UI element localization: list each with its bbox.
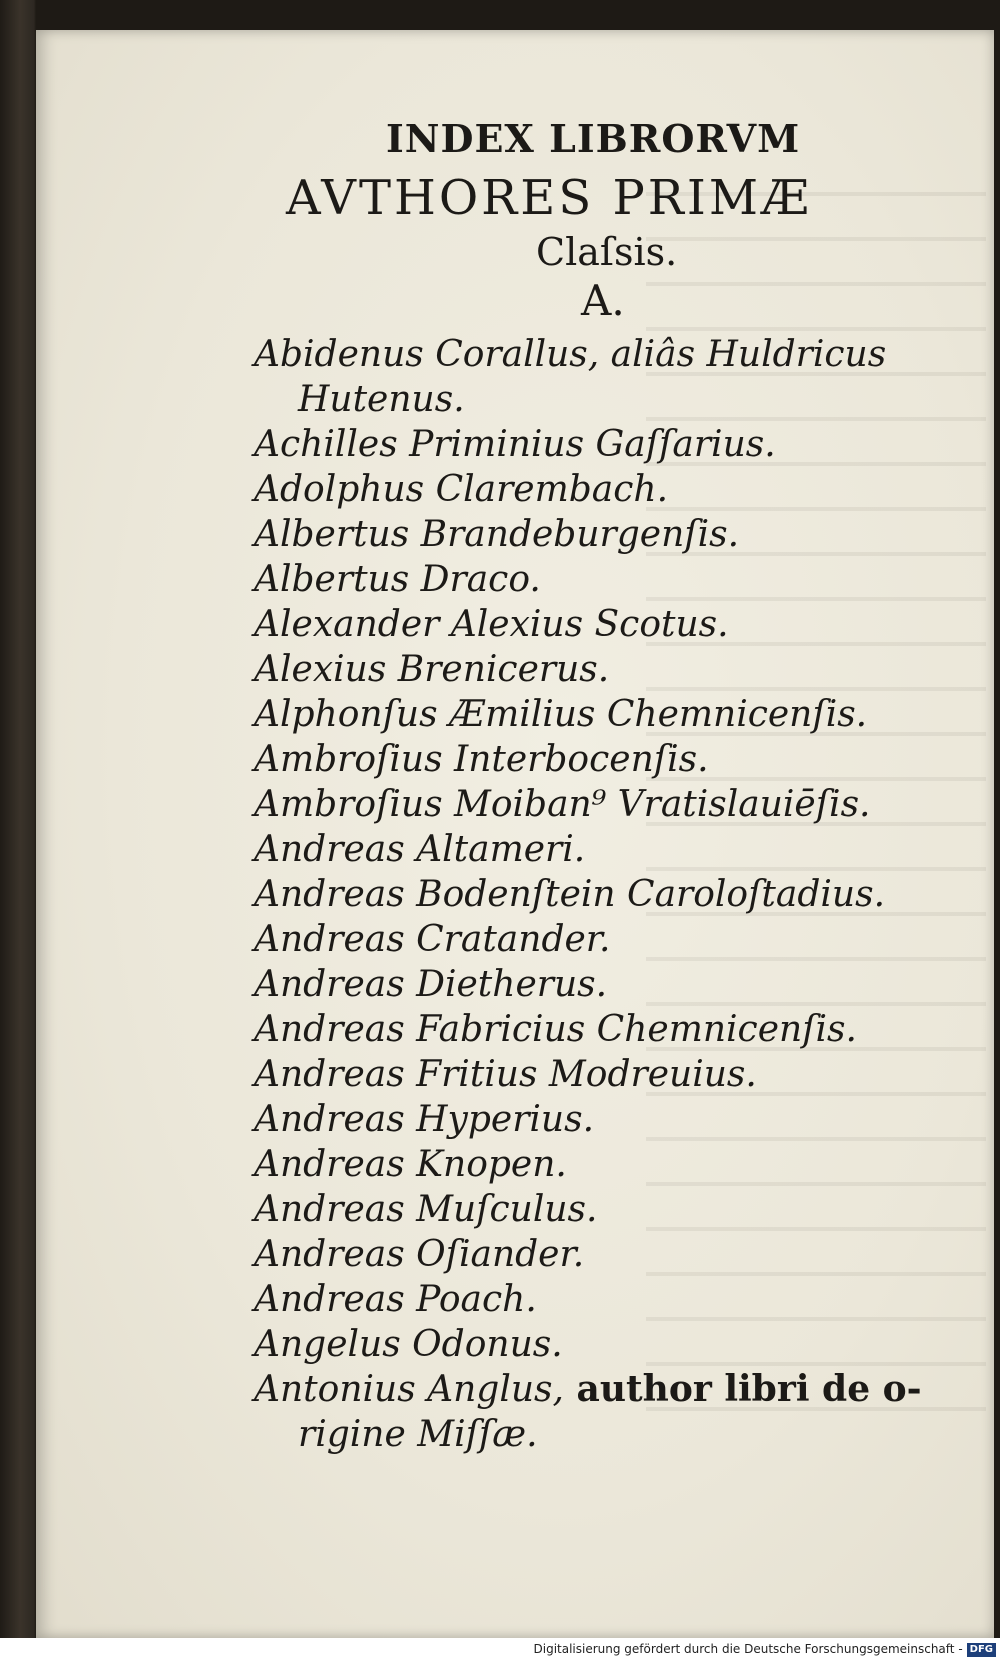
entry-annotation: author libri de o- — [563, 1368, 922, 1410]
section-subtitle: Claſsis. — [536, 230, 678, 274]
author-name: Andreas Hyperius. — [254, 1099, 595, 1140]
entry-continuation: Hutenus. — [298, 379, 465, 420]
author-name: Adolphus Clarembach. — [254, 469, 669, 510]
author-name: Albertus Draco. — [254, 559, 541, 600]
author-entry — [254, 1052, 994, 1097]
author-entry — [254, 1097, 994, 1142]
author-entry — [254, 1187, 994, 1232]
author-entry — [254, 737, 994, 782]
book-page — [36, 30, 994, 1638]
author-name: Andreas Cratander. — [254, 919, 611, 960]
author-entry — [254, 1277, 994, 1322]
section-letter: A. — [581, 276, 625, 325]
section-title: AVTHORES PRIMÆ — [286, 170, 813, 226]
author-entry — [254, 647, 994, 692]
author-name: Andreas Knopen. — [254, 1144, 567, 1185]
credit-text: Digitalisierung gefördert durch die Deutsche Forschungsgemeinschaft - — [533, 1642, 963, 1656]
author-entry — [254, 1142, 994, 1187]
author-entry — [254, 332, 994, 422]
author-name: Andreas Oſiander. — [254, 1234, 585, 1275]
author-entry — [254, 1232, 994, 1277]
author-name: Andreas Fabricius Chemnicenſis. — [254, 1009, 857, 1050]
digitization-credit-bar — [0, 1638, 1000, 1660]
author-name: Andreas Poach. — [254, 1279, 537, 1320]
author-name: Achilles Priminius Gaſſarius. — [254, 424, 776, 465]
author-entry — [254, 827, 994, 872]
author-entry — [254, 557, 994, 602]
author-entry — [254, 872, 994, 917]
page-text — [36, 30, 994, 1638]
author-name: Alphonſus Æmilius Chemnicenſis. — [254, 694, 868, 735]
author-entry — [254, 1322, 994, 1367]
author-name: Angelus Odonus. — [254, 1324, 563, 1365]
author-name: Antonius Anglus, — [254, 1369, 564, 1410]
author-entry — [254, 917, 994, 962]
author-name: Andreas Bodenſtein Caroloſtadius. — [254, 874, 886, 915]
author-entry — [254, 1367, 994, 1457]
author-name: Abidenus Corallus, aliâs Huldricus — [254, 334, 887, 375]
author-entry — [254, 692, 994, 737]
entry-continuation: rigine Miſſæ. — [298, 1414, 538, 1455]
author-name: Andreas Fritius Modreuius. — [254, 1054, 757, 1095]
author-entry — [254, 782, 994, 827]
author-list — [254, 332, 994, 1457]
running-title: INDEX LIBRORVM — [386, 116, 801, 161]
author-name: Alexius Brenicerus. — [254, 649, 610, 690]
dfg-logo: DFG — [967, 1643, 996, 1657]
author-entry — [254, 467, 994, 512]
author-name: Ambroſius Interbocenſis. — [254, 739, 709, 780]
author-entry — [254, 512, 994, 557]
author-entry — [254, 1007, 994, 1052]
author-entry — [254, 962, 994, 1007]
author-name: Alexander Alexius Scotus. — [254, 604, 729, 645]
author-name: Andreas Altameri. — [254, 829, 586, 870]
author-entry — [254, 602, 994, 647]
author-name: Andreas Muſculus. — [254, 1189, 598, 1230]
author-name: Ambroſius Moiban⁹ Vratislauiēſis. — [254, 784, 871, 825]
author-name: Albertus Brandeburgenſis. — [254, 514, 740, 555]
author-name: Andreas Dietherus. — [254, 964, 608, 1005]
author-entry — [254, 422, 994, 467]
